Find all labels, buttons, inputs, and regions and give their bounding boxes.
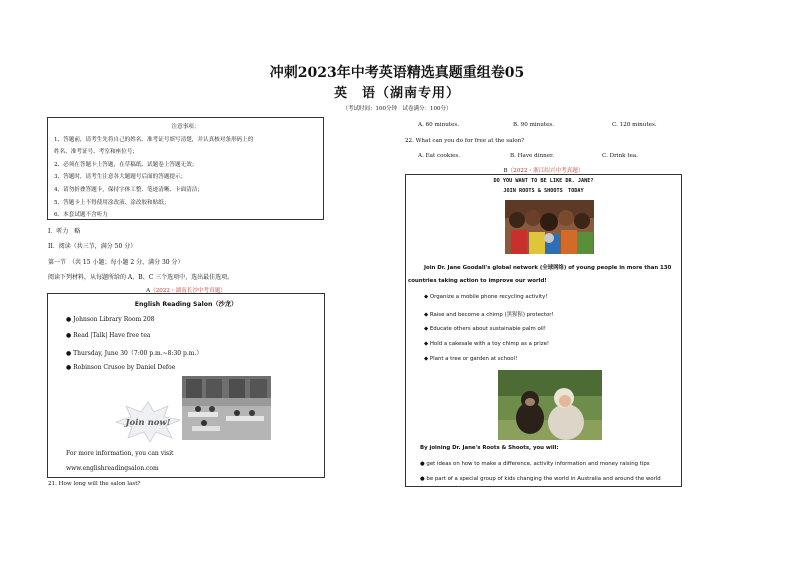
section-listening: I．听力 略 xyxy=(48,228,81,235)
notice-item: 4、请勿折叠答题卡，保持字体工整、笔迹清晰、卡面清洁； xyxy=(54,186,203,193)
join-now-badge xyxy=(114,400,182,444)
passage-a-box xyxy=(47,293,325,478)
q22-option-c: C. Drink tea. xyxy=(602,153,639,159)
section-reading: II．阅读（共三节，满分 50 分） xyxy=(48,243,137,250)
q21-option-c: C. 120 minutes. xyxy=(612,122,657,128)
question-22: 22. What can you do for free at the salon? xyxy=(405,138,525,144)
section-instruction: 阅读下列材料，从每题所给的 A、B、C 三个选项中，选出最佳选项。 xyxy=(48,274,234,281)
paper-title: 冲刺2023年中考英语精选真题重组卷05 xyxy=(269,65,525,81)
notice-box xyxy=(47,117,324,220)
exam-info: （考试时间：100分钟 试卷满分：100分） xyxy=(342,106,452,112)
salon-title: English Reading Salon（沙龙） xyxy=(134,301,238,308)
group-photo xyxy=(505,200,594,254)
q22-option-b: B. Have dinner. xyxy=(510,153,554,159)
website-text: www.englishreadingsalon.com xyxy=(66,465,159,472)
notice-item: 1、答题前，请考生先将自己的姓名、准考证号填写清楚，并认真核对条形码上的 xyxy=(54,136,254,143)
q22-option-a: A. Eat cookies. xyxy=(418,153,461,159)
passage-b-source: （2022・浙江绍兴中考真题） xyxy=(507,168,584,174)
passage-b-label xyxy=(405,166,682,174)
passage-b-heading: JOIN ROOTS & SHOOTS TODAY xyxy=(503,188,584,194)
q21-option-b: B. 90 minutes. xyxy=(513,122,555,128)
join-now-text: Join now! xyxy=(125,418,171,428)
q21-option-a: A. 60 minutes. xyxy=(418,122,459,128)
paper-subtitle: 英 语（湖南专用） xyxy=(333,86,460,101)
passage-b-heading: DO YOU WANT TO BE LIKE DR. JANE? xyxy=(493,178,594,184)
notice-item: 姓名、准考证号、考室和座位号； xyxy=(54,149,138,156)
salon-detail: ● Johnson Library Room 208 xyxy=(66,316,155,323)
action-item: ◆ Plant a tree or garden at school! xyxy=(424,356,518,362)
notice-item: 5、答题卡上不得使用涂改液、涂改胶和贴纸； xyxy=(54,199,170,206)
notice-item: 6、本套试题不含听力 xyxy=(54,212,108,219)
passage-b-box xyxy=(405,174,682,487)
action-item: ◆ Organize a mobile phone recycling activity! xyxy=(424,294,548,300)
benefit-item: ● be part of a special group of kids changing the world in Australia and around the world xyxy=(420,476,661,482)
action-item: ◆ Raise and become a chimp (黑猩猩) protector! xyxy=(424,312,554,318)
passage-b-letter: B xyxy=(503,168,508,174)
salon-detail: ● Read |Talk| Have free tea xyxy=(66,332,151,339)
section-part1: 第一节 （共 15 小题；每小题 2 分，满分 30 分） xyxy=(48,259,184,266)
jane-goodall-photo xyxy=(498,370,602,440)
joining-text: By joining Dr. Jane's Roots & Shoots, you will: xyxy=(420,445,559,451)
intro-line: countries taking action to improve our world! xyxy=(408,278,547,284)
passage-a-letter: A xyxy=(146,288,151,294)
benefit-item: ● get ideas on how to make a difference, activity information and money raising tips xyxy=(420,461,650,467)
more-info-text: For more information, you can visit xyxy=(66,450,174,457)
action-item: ◆ Educate others about sustainable palm oil! xyxy=(424,326,546,332)
passage-a-source: （2022・湖南长沙中考真题） xyxy=(150,288,226,294)
intro-line: Join Dr. Jane Goodall's global network (全球网络) of young people in more than 130 xyxy=(424,265,672,271)
salon-detail: ● Thursday, June 30（7:00 p.m.~8:30 p.m.） xyxy=(66,350,203,357)
library-photo xyxy=(182,376,271,440)
question-21: 21. How long will the salon last? xyxy=(48,481,141,487)
notice-heading: 注意事项： xyxy=(171,124,200,130)
notice-item: 3、答题时，请考生注意各大题题号后面的答题提示； xyxy=(54,174,187,181)
action-item: ◆ Hold a cakesale with a toy chimp as a prize! xyxy=(424,341,550,347)
notice-item: 2、必须在答题卡上答题，在草稿纸、试题卷上答题无效； xyxy=(54,161,198,168)
salon-detail: ● Robinson Crusoe by Daniel Defoe xyxy=(66,364,176,371)
